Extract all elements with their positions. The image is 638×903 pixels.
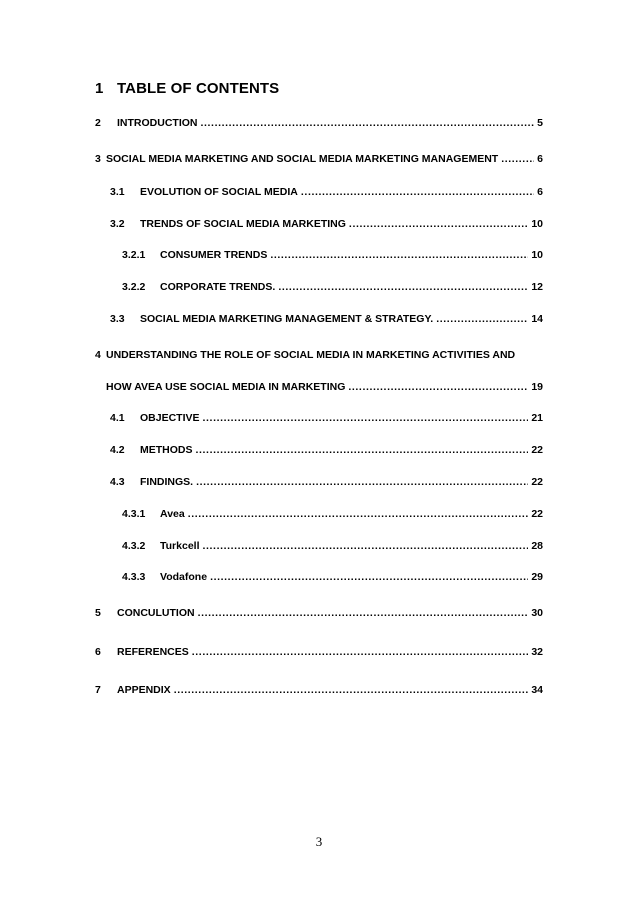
toc-entry-understanding-role-line2[interactable] [106,381,543,393]
toc-entry-number: 7 [95,684,101,696]
toc-heading [95,80,279,97]
toc-entry-page: 12 [531,281,543,293]
toc-heading-title: TABLE OF CONTENTS [117,80,280,97]
toc-entry-number: 4 [95,349,101,361]
toc-dot-leader [192,646,529,658]
toc-entry-title: UNDERSTANDING THE ROLE OF SOCIAL MEDIA IN MARKETING ACTIVITIES AND [106,349,516,361]
toc-entry-page: 34 [531,684,543,696]
toc-dot-leader [349,218,528,230]
toc-entry-page: 30 [531,607,543,619]
toc-entry-number: 3.2 [110,218,125,230]
toc-dot-leader [436,313,528,325]
toc-entry-appendix[interactable] [95,684,543,696]
toc-entry-page: 22 [531,508,543,520]
toc-entry-title: Vodafone [160,571,208,583]
toc-entry-trends-of-social-media-marketing[interactable] [110,218,543,230]
toc-entry-number: 3.2.1 [122,249,146,261]
toc-entry-findings[interactable] [110,476,543,488]
toc-dot-leader [501,153,534,165]
toc-entry-page: 19 [531,381,543,393]
toc-entry-number: 3 [95,153,101,165]
toc-entry-number: 6 [95,646,101,658]
toc-entry-methods[interactable] [110,444,543,456]
toc-entry-title: Turkcell [160,540,200,552]
toc-heading-number: 1 [95,80,104,97]
toc-entry-number: 4.1 [110,412,125,424]
toc-entry-vodafone[interactable] [122,571,543,583]
toc-entry-conclusion[interactable] [95,607,543,619]
toc-entry-page: 22 [531,444,543,456]
toc-dot-leader [301,186,534,198]
toc-entry-number: 4.3.2 [122,540,146,552]
toc-entry-title: CORPORATE TRENDS. [160,281,276,293]
toc-entry-title: INTRODUCTION [117,117,198,129]
toc-entry-corporate-trends[interactable] [122,281,543,293]
toc-entry-title: SOCIAL MEDIA MARKETING MANAGEMENT & STRATEGY. [140,313,434,325]
toc-entry-title: REFERENCES [117,646,189,658]
toc-dot-leader [278,281,528,293]
toc-entry-number: 2 [95,117,101,129]
toc-entry-page: 32 [531,646,543,658]
toc-entry-page: 6 [537,186,543,198]
toc-entry-title: TRENDS OF SOCIAL MEDIA MARKETING [140,218,346,230]
toc-entry-page: 14 [531,313,543,325]
toc-entry-page: 5 [537,117,543,129]
toc-entry-title: EVOLUTION OF SOCIAL MEDIA [140,186,298,198]
toc-entry-title: FINDINGS. [140,476,194,488]
toc-entry-number: 3.2.2 [122,281,146,293]
toc-dot-leader [210,571,528,583]
toc-entry-social-media-marketing-management-strategy[interactable] [110,313,543,325]
toc-entry-avea[interactable] [122,508,543,520]
toc-entry-title: CONCULUTION [117,607,195,619]
toc-entry-title: Avea [160,508,185,520]
toc-entry-social-media-marketing[interactable] [95,153,543,165]
toc-dot-leader [270,249,528,261]
toc-entry-evolution-of-social-media[interactable] [110,186,543,198]
toc-entry-number: 4.3.3 [122,571,146,583]
toc-entry-page: 10 [531,218,543,230]
toc-entry-number: 4.3 [110,476,125,488]
toc-entry-objective[interactable] [110,412,543,424]
toc-entry-page: 28 [531,540,543,552]
toc-entry-references[interactable] [95,646,543,658]
toc-entry-page: 6 [537,153,543,165]
page-number-footer: 3 [315,834,323,849]
toc-entry-page: 29 [531,571,543,583]
toc-entry-title: CONSUMER TRENDS [160,249,268,261]
toc-entry-consumer-trends[interactable] [122,249,543,261]
toc-dot-leader [203,540,529,552]
toc-dot-leader [188,508,529,520]
toc-entry-number: 3.3 [110,313,125,325]
toc-dot-leader [174,684,529,696]
toc-entry-title: APPENDIX [117,684,171,696]
toc-entry-turkcell[interactable] [122,540,543,552]
toc-entry-page: 10 [531,249,543,261]
toc-dot-leader [348,381,528,393]
toc-entry-title: OBJECTIVE [140,412,200,424]
toc-dot-leader [203,412,529,424]
toc-entry-title: HOW AVEA USE SOCIAL MEDIA IN MARKETING [106,381,346,393]
toc-entry-number: 4.3.1 [122,508,146,520]
toc-entry-page: 22 [531,476,543,488]
toc-entry-number: 4.2 [110,444,125,456]
toc-dot-leader [196,444,529,456]
toc-dot-leader [201,117,535,129]
toc-entry-title: METHODS [140,444,193,456]
toc-dot-leader [198,607,529,619]
toc-entry-number: 5 [95,607,101,619]
toc-entry-number: 3.1 [110,186,125,198]
toc-entry-understanding-role-line1[interactable] [95,349,515,361]
toc-entry-introduction[interactable] [95,117,543,129]
toc-entry-page: 21 [531,412,543,424]
toc-dot-leader [196,476,528,488]
toc-entry-title: SOCIAL MEDIA MARKETING AND SOCIAL MEDIA MARKETING MANAGEMENT [106,153,499,165]
